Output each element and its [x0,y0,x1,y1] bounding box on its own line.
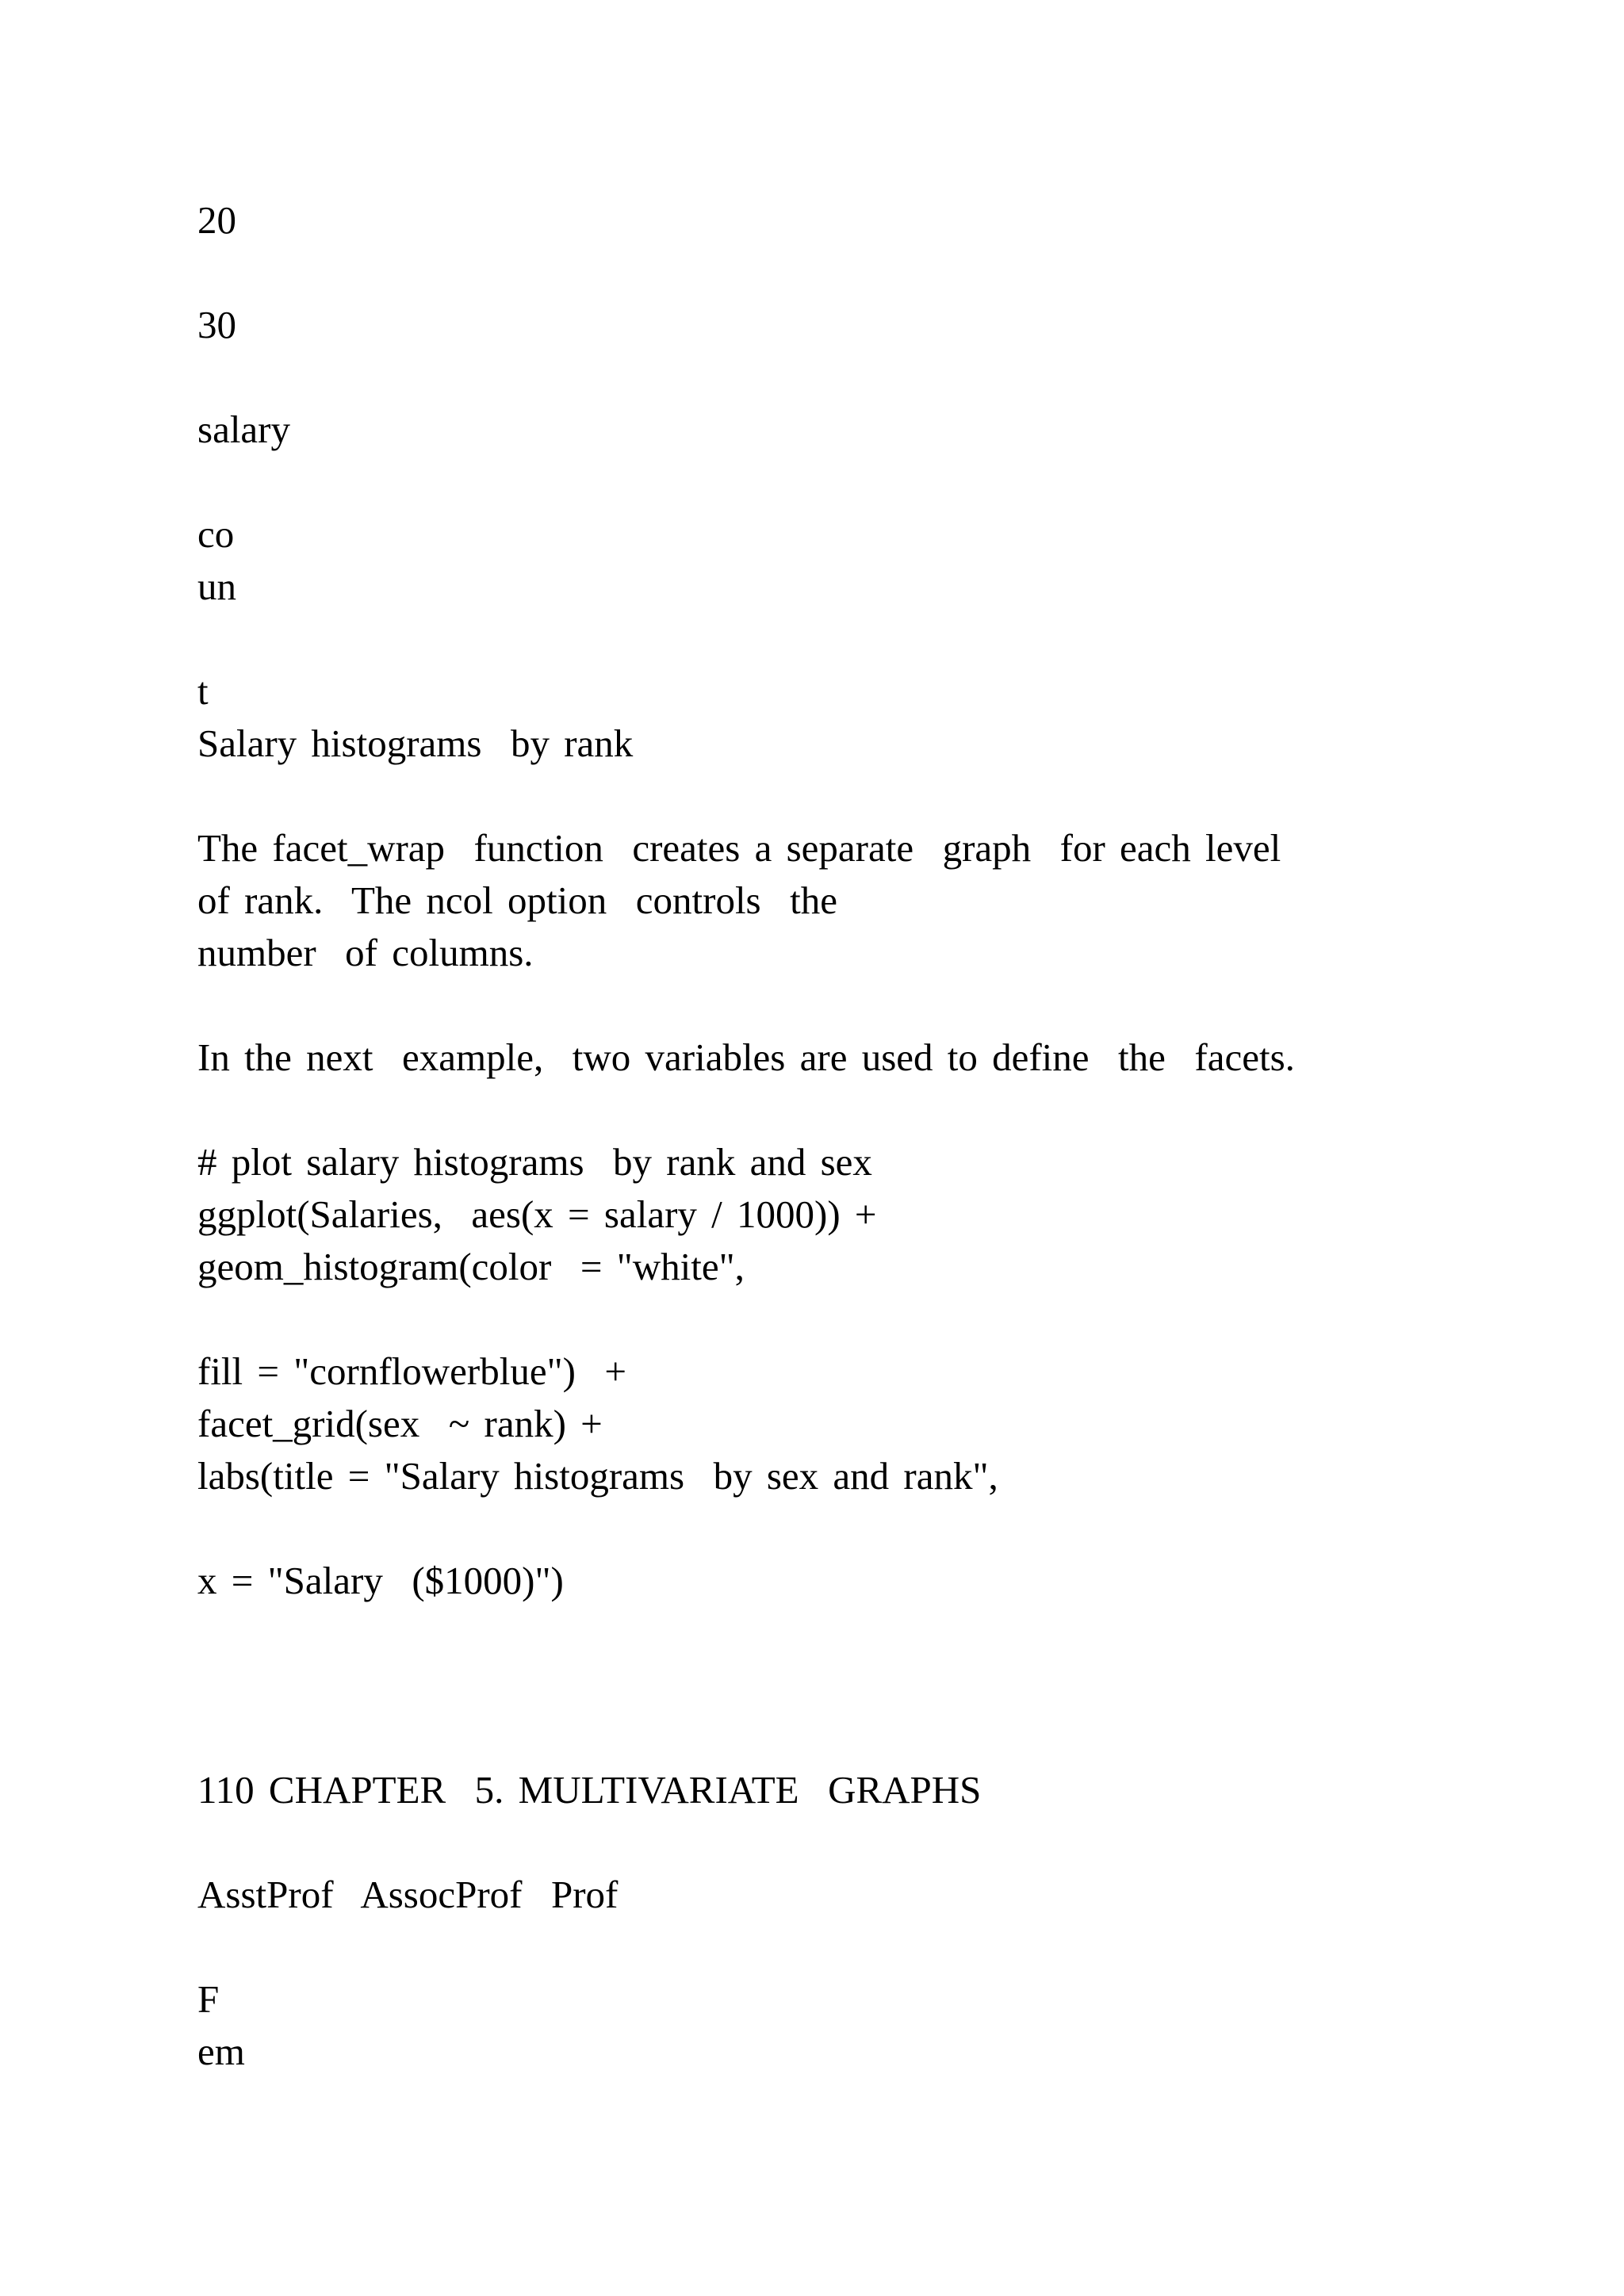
facet-column-labels: AsstProf AssocProf Prof [197,1873,619,1916]
paragraph-line: number of columns. [197,931,534,974]
axis-label-count-part-1: co [197,512,235,556]
axis-tick-20: 20 [197,198,236,242]
axis-label-count-part-3: t [197,669,209,713]
figure-caption: Salary histograms by rank [197,721,634,765]
facet-row-label-part-1: F [197,1977,220,2021]
axis-label-count-part-2: un [197,564,236,608]
code-line: geom_histogram(color = "white", [197,1245,745,1288]
axis-label-salary: salary [197,408,290,451]
code-line: labs(title = "Salary histograms by sex and rank", [197,1454,998,1498]
paragraph-line: In the next example, two variables are used to define the facets. [197,1035,1295,1079]
code-line: facet_grid(sex ~ rank) + [197,1402,603,1445]
facet-row-label-part-2: em [197,2030,245,2073]
code-line: x = "Salary ($1000)") [197,1559,564,1602]
page-header: 110 CHAPTER 5. MULTIVARIATE GRAPHS [197,1768,982,1812]
code-line: fill = "cornflowerblue") + [197,1349,627,1393]
code-line: ggplot(Salaries, aes(x = salary / 1000)) + [197,1192,877,1236]
code-comment-line: # plot salary histograms by rank and sex [197,1140,872,1184]
paragraph-line: The facet_wrap function creates a separate graph for each level [197,826,1281,870]
paragraph-line: of rank. The ncol option controls the [197,878,837,922]
axis-tick-30: 30 [197,303,236,346]
